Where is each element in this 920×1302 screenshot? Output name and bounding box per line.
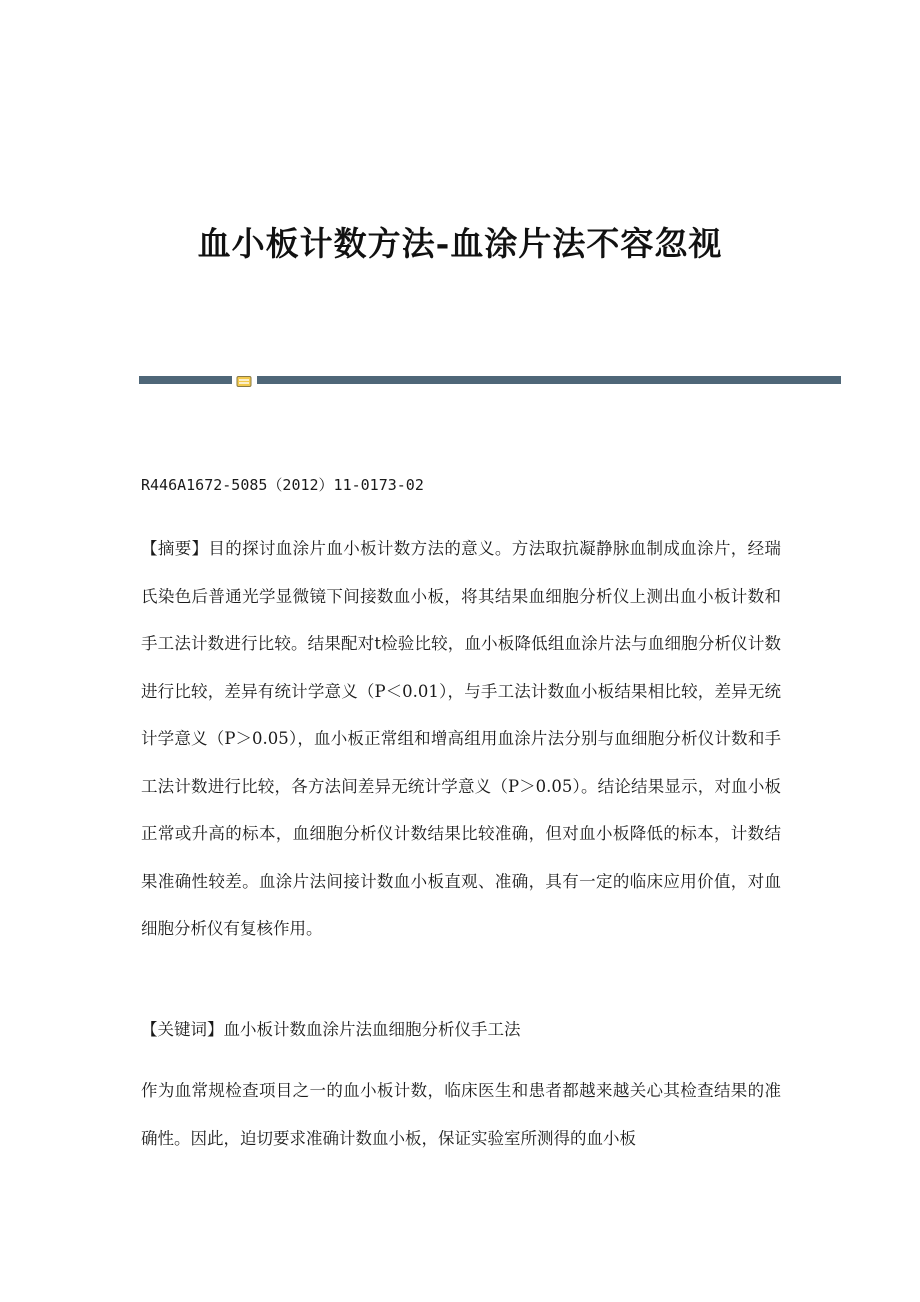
divider-bar-right bbox=[257, 376, 841, 384]
divider-ornament-icon bbox=[236, 373, 252, 386]
body-paragraph bbox=[141, 1067, 781, 1162]
divider-bar-left bbox=[139, 376, 232, 384]
keywords-label: 【关键词】 bbox=[141, 1020, 224, 1039]
abstract-paragraph bbox=[141, 525, 781, 953]
document-title: 血小板计数方法-血涂片法不容忽视 bbox=[197, 224, 723, 263]
title-divider bbox=[139, 373, 841, 387]
body-paragraph-text: 作为血常规检查项目之一的血小板计数，临床医生和患者都越来越关心其检查结果的准确性。因此，迫切要求准确计数血小板，保证实验室所测得的血小板 bbox=[141, 1081, 781, 1148]
abstract-text: 目的探讨血涂片血小板计数方法的意义。方法取抗凝静脉血制成血涂片，经瑞氏染色后普通光学显微镜下间接数血小板，将其结果血细胞分析仪上测出血小板计数和手工法计数进行比较。结果配对t检验比较，血小板降低组血涂片法与血细胞分析仪计数进行比较，差异有统计学意义（P＜0.01），与手工法计数血小板结果相比较，差异无统计学意义（P＞0.05），血小板正常组和增高组用血涂片法分别与血细胞分析仪计数和手工法计数进行比较，各方法间差异无统计学意义（P＞0.05）。结论结果显示，对血小板正常或升高的标本，血细胞分析仪计数结果比较准确，但对血小板降低的标本，计数结果准确性较差。血涂片法间接计数血小板直观、准确，具有一定的临床应用价值，对血细胞分析仪有复核作用。 bbox=[141, 539, 782, 938]
abstract-label: 【摘要】 bbox=[141, 539, 209, 558]
keywords-paragraph bbox=[141, 1015, 781, 1045]
classification-code: R446A1672-5085（2012）11-0173-02 bbox=[141, 476, 424, 494]
keywords-text: 血小板计数血涂片法血细胞分析仪手工法 bbox=[223, 1020, 521, 1039]
